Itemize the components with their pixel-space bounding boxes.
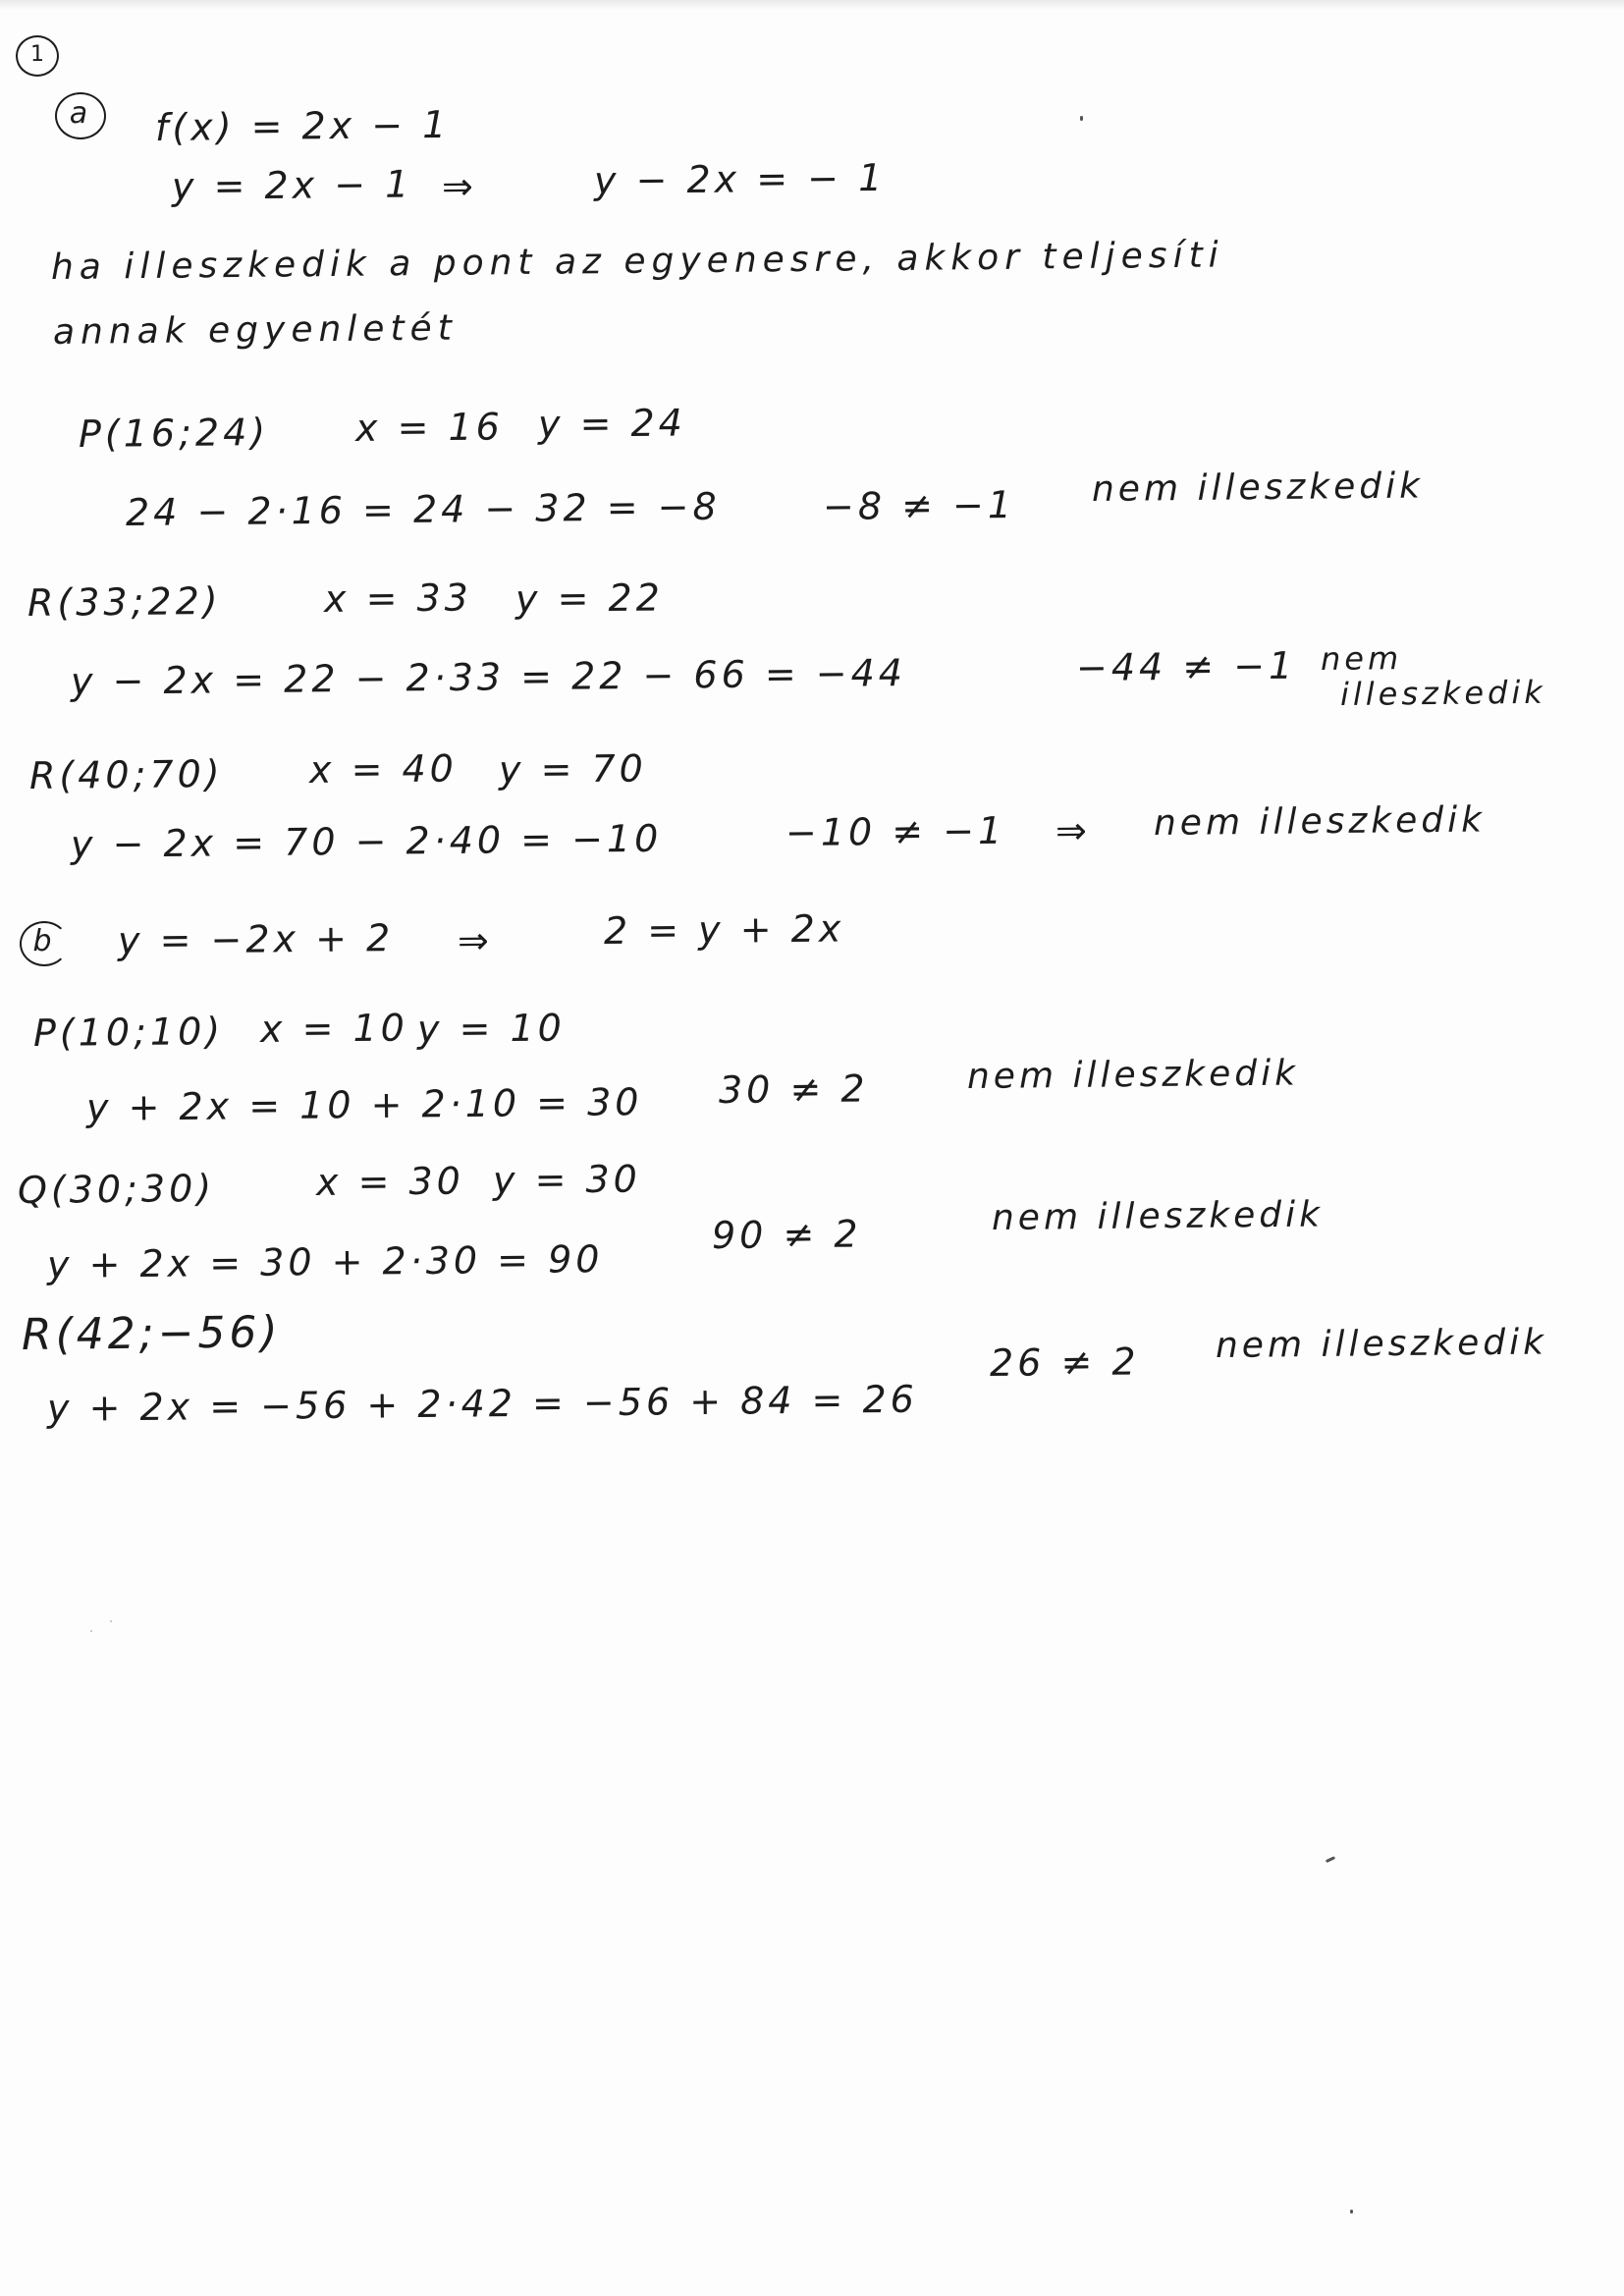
point-p-a-x: x = 16 (354, 405, 505, 450)
scan-speck (1326, 1856, 1335, 1863)
function-definition: f(x) = 2x − 1 (154, 102, 451, 149)
explanation-text-line-1: ha illeszkedik a pont az egyenesre, akkor teljesíti (50, 235, 1224, 288)
point-p-a-calculation: 24 − 2·16 = 24 − 32 = −8 (125, 484, 721, 534)
point-r-b-result: nem illeszkedik (1215, 1322, 1548, 1366)
equation-line-a-right: y − 2x = − 1 (593, 155, 887, 202)
point-r2-a-y: y = 70 (498, 746, 648, 792)
point-p-b-calculation: y + 2x = 10 + 2·10 = 30 (85, 1080, 643, 1129)
point-q-b-inequality: 90 ≠ 2 (711, 1212, 862, 1257)
equation-line-b-left: y = −2x + 2 (117, 916, 395, 962)
point-q-b-result: nem illeszkedik (991, 1194, 1325, 1238)
point-p-b-inequality: 30 ≠ 2 (718, 1066, 869, 1112)
point-r2-a-inequality: −10 ≠ −1 (785, 808, 1006, 854)
point-p-b-x: x = 10 (259, 1006, 409, 1051)
implies-arrow-r2: ⇒ (1055, 808, 1091, 852)
point-r1-a-calculation: y − 2x = 22 − 2·33 = 22 − 66 = −44 (70, 651, 907, 703)
point-p-b-y: y = 10 (416, 1006, 567, 1051)
equation-line-b-right: 2 = y + 2x (603, 906, 845, 953)
point-q-b-calculation: y + 2x = 30 + 2·30 = 90 (46, 1237, 604, 1286)
scan-speck (1350, 2210, 1353, 2214)
point-r2-a-calculation: y − 2x = 70 − 2·40 = −10 (70, 816, 663, 866)
scan-speck (110, 1620, 112, 1622)
point-p-a-inequality: −8 ≠ −1 (822, 482, 1016, 528)
scan-edge-shadow (0, 0, 1624, 10)
equation-line-a-left: y = 2x − 1 (171, 162, 413, 208)
point-r1-a-result-line-1: nem (1320, 639, 1403, 678)
scan-speck (1080, 116, 1083, 121)
point-r1-a-y: y = 22 (514, 575, 665, 621)
part-a-marker: a (55, 92, 106, 139)
point-r1-a-result-line-2: illeszkedik (1339, 673, 1546, 713)
point-p-b-result: nem illeszkedik (966, 1053, 1300, 1097)
part-b-marker: b (20, 921, 69, 966)
point-r-b-inequality: 26 ≠ 2 (989, 1339, 1140, 1385)
point-p-b: P(10;10) (32, 1009, 225, 1055)
point-q-b: Q(30;30) (17, 1166, 216, 1212)
point-r2-a-x: x = 40 (308, 746, 459, 792)
point-p-a-result: nem illeszkedik (1091, 465, 1425, 510)
point-p-a: P(16;24) (78, 410, 270, 456)
implies-arrow-b: ⇒ (457, 918, 493, 962)
point-r1-a-inequality: −44 ≠ −1 (1075, 643, 1297, 689)
scan-speck (90, 1630, 92, 1632)
point-p-a-y: y = 24 (537, 401, 687, 446)
point-r-b: R(42;−56) (21, 1307, 282, 1360)
point-q-b-x: x = 30 (315, 1159, 465, 1204)
implies-arrow-a: ⇒ (441, 164, 477, 208)
point-r2-a: R(40;70) (28, 751, 224, 797)
point-r1-a: R(33;22) (27, 578, 222, 625)
point-r1-a-x: x = 33 (323, 575, 473, 621)
explanation-text-line-2: annak egyenletét (52, 307, 459, 353)
problem-number-marker: 1 (16, 35, 59, 77)
point-r2-a-result: nem illeszkedik (1153, 799, 1487, 844)
point-r-b-calculation: y + 2x = −56 + 2·42 = −56 + 84 = 26 (46, 1377, 919, 1430)
point-q-b-y: y = 30 (492, 1157, 642, 1202)
